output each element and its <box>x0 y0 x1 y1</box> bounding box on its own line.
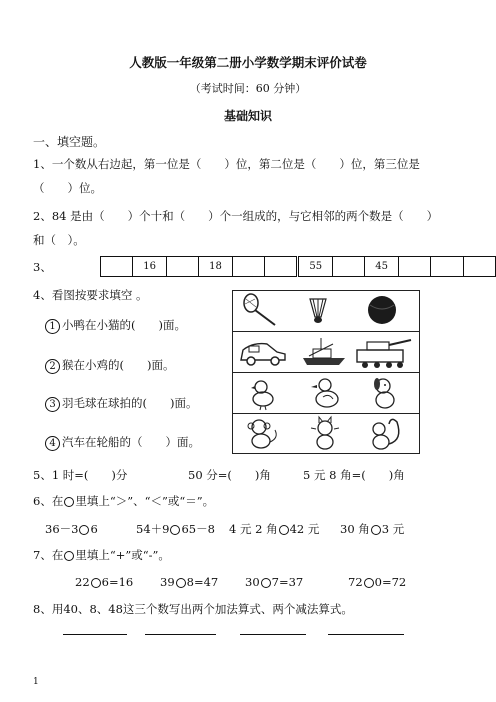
ship-icon <box>303 338 345 365</box>
shuttlecock-icon <box>310 299 326 323</box>
answer-line[interactable] <box>240 634 306 635</box>
section-heading: 基础知识 <box>223 109 272 123</box>
picture-row <box>233 332 419 373</box>
item-text: 汽车在轮船的（ ）面。 <box>62 435 200 449</box>
q1-2-line2: 和（ ）。 <box>33 233 85 247</box>
q1-4-item <box>45 396 197 412</box>
compare-expr: 4 元 2 角 42 元 <box>229 522 320 536</box>
q1-heading: 一、填空题。 <box>33 135 106 149</box>
sequence-cell[interactable] <box>265 257 298 277</box>
ball-icon <box>368 296 396 324</box>
duck-icon <box>311 379 338 407</box>
picture-row <box>233 291 419 332</box>
picture-row <box>233 373 419 414</box>
answer-line[interactable] <box>145 634 216 635</box>
answer-circle <box>371 525 381 535</box>
sequence-cell[interactable] <box>332 257 364 277</box>
tank-icon <box>357 340 411 368</box>
answer-circle <box>79 525 89 535</box>
sequence-cell[interactable] <box>232 257 264 277</box>
item-number-circle: 3 <box>45 397 60 412</box>
number-sequence-table <box>100 256 496 277</box>
compare-expr: 36－3 6 <box>45 522 98 536</box>
page-number: 1 <box>33 677 39 687</box>
item-number-circle: 1 <box>45 319 60 334</box>
q1-4-heading: 4、看图按要求填空 。 <box>33 288 148 302</box>
compare-expr: 54＋9 65－8 <box>136 522 215 536</box>
exam-time: （考试时间：60 分钟） <box>189 82 307 95</box>
sign-expr: 39 8=47 <box>160 575 219 589</box>
q1-4-item <box>45 318 186 334</box>
monkey-icon <box>248 420 276 448</box>
answer-circle <box>91 578 101 588</box>
sequence-cell: 45 <box>365 257 399 277</box>
answer-circle <box>364 578 374 588</box>
q1-6-heading: 6、在 里填上“＞”、“＜”或“＝”。 <box>33 494 215 508</box>
answer-circle <box>176 578 186 588</box>
item-text: 羽毛球在球拍的( )面。 <box>62 396 198 410</box>
q1-7-heading: 7、在 里填上“+”或“-”。 <box>33 548 170 562</box>
sign-expr: 22 6=16 <box>75 575 134 589</box>
answer-circle <box>261 578 271 588</box>
q1-2-line1: 2、84 是由（ ）个十和（ ）个一组成的，与它相邻的两个数是（ ） <box>33 209 439 223</box>
car-icon <box>241 344 285 365</box>
q1-4-item <box>45 435 200 451</box>
item-number-circle: 2 <box>45 359 60 374</box>
q1-1-line2: （ ）位。 <box>33 181 102 195</box>
sign-expr: 72 0=72 <box>348 575 407 589</box>
answer-circle <box>279 525 289 535</box>
item-text: 小鸭在小猫的( )面。 <box>62 318 186 332</box>
sequence-cell: 55 <box>298 257 333 277</box>
item-text: 猴在小鸡的( )面。 <box>62 358 175 372</box>
q1-4-item <box>45 358 174 374</box>
blank-circle <box>64 497 74 507</box>
cat-icon <box>311 417 339 449</box>
sequence-cell[interactable] <box>463 257 495 277</box>
answer-line[interactable] <box>63 634 127 635</box>
q1-1-line1: 1、一个数从右边起，第一位是（ ）位，第二位是（ ）位，第三位是 <box>33 157 420 171</box>
sequence-cell[interactable] <box>398 257 430 277</box>
sequence-cell: 16 <box>133 257 167 277</box>
q1-5-part1: 5、1 时=( )分 <box>33 468 128 482</box>
sequence-cell[interactable] <box>431 257 463 277</box>
answer-line[interactable] <box>328 634 404 635</box>
sequence-cell[interactable] <box>101 257 133 277</box>
racket-icon <box>244 294 275 325</box>
sign-expr: 30 7=37 <box>245 575 304 589</box>
answer-circle <box>170 525 180 535</box>
blank-circle <box>64 551 74 561</box>
compare-expr: 30 角 3 元 <box>340 522 405 536</box>
sequence-cell[interactable] <box>166 257 198 277</box>
item-number-circle: 4 <box>45 436 60 451</box>
page-title: 人教版一年级第二册小学数学期末评价试卷 <box>129 55 367 70</box>
squirrel-icon <box>373 419 399 449</box>
chick-icon <box>251 381 273 410</box>
picture-grid <box>232 290 420 454</box>
sequence-cell: 18 <box>199 257 233 277</box>
q1-8-text: 8、用40、8、48这三个数写出两个加法算式、两个减法算式。 <box>33 602 353 616</box>
q1-5-part3: 5 元 8 角=( )角 <box>303 468 405 482</box>
picture-row <box>233 414 419 454</box>
q1-5-part2: 50 分=( )角 <box>188 468 271 482</box>
q1-3-label: 3、 <box>33 260 52 274</box>
dog-icon <box>374 378 394 408</box>
